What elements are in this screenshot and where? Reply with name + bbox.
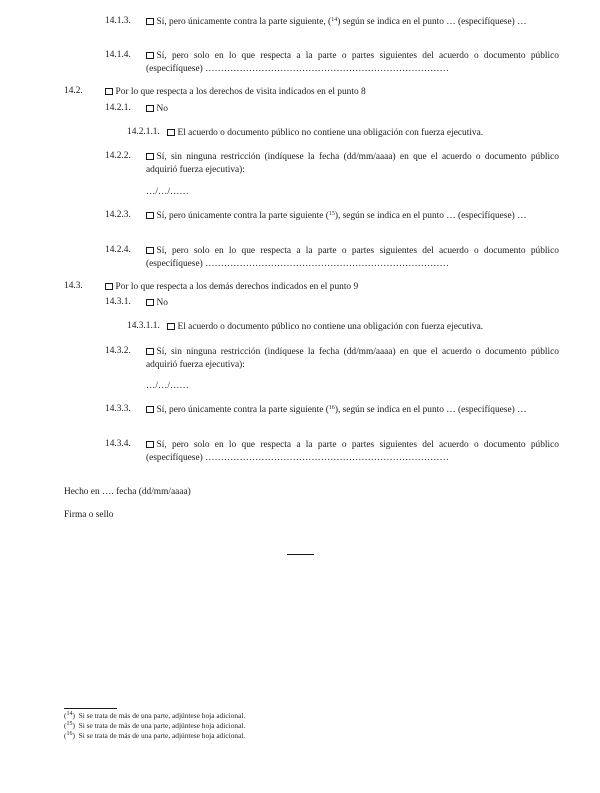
item-number: 14.2. [64, 86, 83, 96]
checkbox[interactable] [167, 129, 175, 137]
item-number: 14.1.4. [105, 50, 131, 60]
item-number: 14.3.4. [105, 439, 131, 449]
item-14-3-2: Sí, sin ninguna restricción (indíquese la fecha (dd/mm/aaaa) en que el acuerdo o documento público adquirió fuerza ejecutiva): [146, 347, 559, 370]
checkbox[interactable] [146, 348, 154, 356]
footnote-ref: 15 [328, 211, 335, 217]
item-14-2-1-1: El acuerdo o documento público no contiene una obligación con fuerza ejecutiva. [167, 127, 483, 140]
item-number: 14.2.2. [105, 151, 131, 161]
checkbox[interactable] [146, 18, 154, 26]
item-14-3-4: Sí, pero solo en lo que respecta a la parte o partes siguientes del acuerdo o documento público (especifíquese) …………………………………………………………………… [146, 440, 559, 463]
item-14-3-3: Sí, pero únicamente contra la parte siguiente ($^{16}$), según se indica en el punto … (especifíquese) … [146, 404, 526, 417]
date-placeholder: …/…/…… [146, 187, 189, 197]
checkbox[interactable] [105, 88, 113, 96]
footnote-ref: 14 [331, 17, 338, 23]
item-number: 14.3.1. [105, 297, 131, 307]
place-date-line: Hecho en …. fecha (dd/mm/aaaa) [64, 487, 191, 497]
item-number: 14.2.3. [105, 210, 131, 220]
item-14-2-3: Sí, pero únicamente contra la parte siguiente ($^{15}$), según se indica en el punto … (especifíquese) … [146, 210, 526, 223]
item-14-2-1: No [146, 103, 168, 116]
item-14-1-4: Sí, pero solo en lo que respecta a la parte o partes siguientes del acuerdo o documento público (especifíquese) …………………………………………………………………… [146, 51, 559, 74]
footnote: ($^{15}$) Si se trata de más de una parte, adjúntese hoja adicional. [64, 721, 246, 730]
item-number: 14.3.1.1. [127, 321, 160, 331]
footnote-rule [64, 708, 117, 709]
checkbox[interactable] [167, 323, 175, 331]
footnote: ($^{14}$) Si se trata de más de una parte, adjúntese hoja adicional. [64, 711, 246, 720]
item-14-2-4: Sí, pero solo en lo que respecta a la parte o partes siguientes del acuerdo o documento público (especifíquese) …………………………………………………………………… [146, 246, 559, 269]
checkbox[interactable] [146, 441, 154, 449]
signature-line: Firma o sello [64, 510, 114, 520]
checkbox[interactable] [146, 153, 154, 161]
item-14-3-1-1: El acuerdo o documento público no contiene una obligación con fuerza ejecutiva. [167, 321, 483, 334]
checkbox[interactable] [146, 247, 154, 255]
item-number: 14.2.4. [105, 245, 131, 255]
date-placeholder: …/…/…… [146, 381, 189, 391]
item-14-3-1: No [146, 297, 168, 310]
end-separator [287, 554, 314, 555]
checkbox[interactable] [146, 212, 154, 220]
item-14-1-3: Sí, pero únicamente contra la parte siguiente, ($^{14}$) según se indica en el punto … (especifíquese) … [146, 16, 526, 29]
checkbox[interactable] [146, 299, 154, 307]
checkbox[interactable] [146, 406, 154, 414]
item-number: 14.2.1. [105, 103, 131, 113]
item-14-2-2: Sí, sin ninguna restricción (indíquese la fecha (dd/mm/aaaa) en que el acuerdo o documento público adquirió fuerza ejecutiva): [146, 152, 559, 175]
item-14-3: Por lo que respecta a los demás derechos indicados en el punto 9 [105, 281, 358, 294]
checkbox[interactable] [105, 283, 113, 291]
item-14-2: Por lo que respecta a los derechos de visita indicados en el punto 8 [105, 86, 366, 99]
item-number: 14.3.2. [105, 346, 131, 356]
checkbox[interactable] [146, 52, 154, 60]
item-number: 14.3.3. [105, 404, 131, 414]
footnote: ($^{16}$) Si se trata de más de una parte, adjúntese hoja adicional. [64, 731, 246, 740]
item-number: 14.3. [64, 281, 83, 291]
item-number: 14.2.1.1. [127, 127, 160, 137]
item-number: 14.1.3. [105, 16, 131, 26]
checkbox[interactable] [146, 105, 154, 113]
footnote-ref: 16 [328, 405, 335, 411]
